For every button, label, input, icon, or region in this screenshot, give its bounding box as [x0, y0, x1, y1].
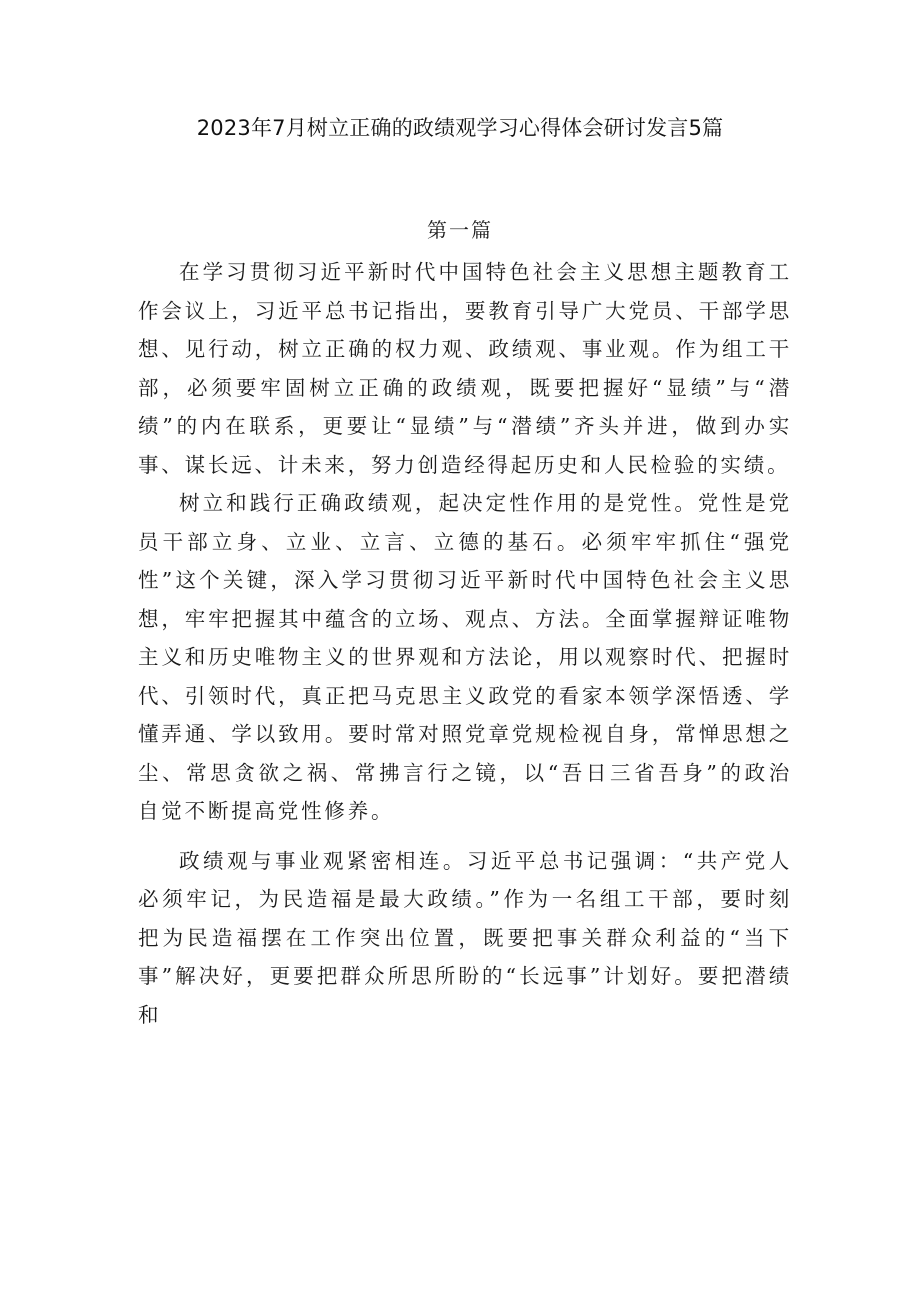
section-heading: 第一篇: [427, 218, 493, 242]
paragraph: 树立和践行正确政绩观，起决定性作用的是党性。党性是党员干部立身、立业、立言、立德的基石。必须牢牢抓住“强党性”这个关键，深入学习贯彻习近平新时代中国特色社会主义思想，牢牢把握其中蕴含的立场、观点、方法。全面掌握辩证唯物主义和历史唯物主义的世界观和方法论，用以观察时代、把握时代、引领时代，真正把马克思主义政党的看家本领学深悟透、学懂弄通、学以致用。要时常对照党章党规检视自身，常惮思想之尘、常思贪欲之祸、常拂言行之镜，以“吾日三省吾身”的政治自觉不断提高党性修养。: [138, 491, 792, 823]
paragraph: 政绩观与事业观紧密相连。习近平总书记强调：“共产党人必须牢记，为民造福是最大政绩。”作为一名组工干部，要时刻把为民造福摆在工作突出位置，既要把事关群众利益的“当下事”解决好，更要把群众所思所盼的“长远事”计划好。要把潜绩和: [138, 848, 792, 1027]
document-body: [138, 253, 792, 1034]
paragraph: 在学习贯彻习近平新时代中国特色社会主义思想主题教育工作会议上，习近平总书记指出，要教育引导广大党员、干部学思想、见行动，树立正确的权力观、政绩观、事业观。作为组工干部，必须要牢固树立正确的政绩观，既要把握好“显绩”与“潜绩”的内在联系，更要让“显绩”与“潜绩”齐头并进，做到办实事、谋长远、计未来，努力创造经得起历史和人民检验的实绩。: [138, 260, 792, 477]
document-title: 2023年7月树立正确的政绩观学习心得体会研讨发言5篇: [196, 116, 724, 140]
